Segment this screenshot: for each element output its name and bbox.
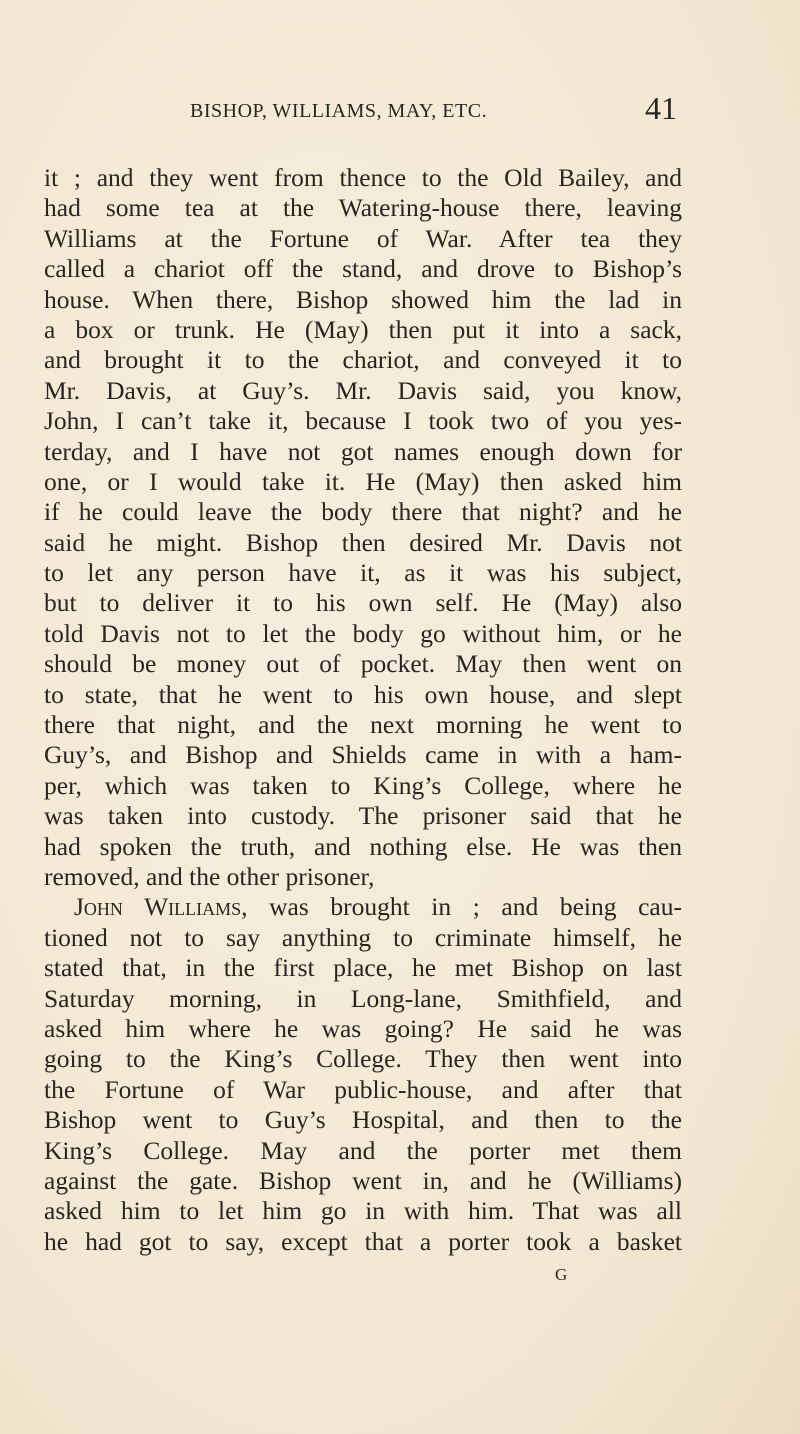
text-line: John, I can’t take it, because I took two of you yes-: [44, 406, 682, 436]
text-line: per, which was taken to King’s College, where he: [44, 770, 682, 800]
text-line: Saturday morning, in Long-lane, Smithfield, and: [44, 983, 682, 1013]
text-line: had some tea at the Watering-house there, leaving: [44, 193, 682, 223]
text-line: one, or I would take it. He (May) then asked him: [44, 466, 682, 496]
text-line: tioned not to say anything to criminate himself, he: [44, 922, 682, 952]
text-line: called a chariot off the stand, and drove to Bishop’s: [44, 254, 682, 284]
text-line: going to the King’s College. They then went into: [44, 1044, 682, 1074]
text-line: Bishop went to Guy’s Hospital, and then to the: [44, 1105, 682, 1135]
text-line: Mr. Davis, at Guy’s. Mr. Davis said, you know,: [44, 375, 682, 405]
text-line: Guy’s, and Bishop and Shields came in with a ham-: [44, 740, 682, 770]
text-line: had spoken the truth, and nothing else. He was then: [44, 831, 682, 861]
running-title: BISHOP, WILLIAMS, MAY, ETC.: [190, 100, 488, 122]
text-line: if he could leave the body there that night? and he: [44, 497, 682, 527]
body-text: [44, 163, 682, 1257]
text-line: said he might. Bishop then desired Mr. Davis not: [44, 527, 682, 557]
text-line: stated that, in the first place, he met Bishop on last: [44, 953, 682, 983]
text-line: terday, and I have not got names enough down for: [44, 436, 682, 466]
text-line: asked him where he was going? He said he was: [44, 1013, 682, 1043]
text-line: he had got to say, except that a porter took a basket: [44, 1226, 682, 1256]
signature-mark: G: [555, 1265, 568, 1284]
text-line: and brought it to the chariot, and conveyed it to: [44, 345, 682, 375]
text-line: was taken into custody. The prisoner said that he: [44, 801, 682, 831]
text-line: Williams at the Fortune of War. After tea they: [44, 223, 682, 253]
text-line: a box or trunk. He (May) then put it into a sack,: [44, 314, 682, 344]
text-line: against the gate. Bishop went in, and he (Williams): [44, 1165, 682, 1195]
text-line: the Fortune of War public-house, and after that: [44, 1074, 682, 1104]
text-line: to let any person have it, as it was his subject,: [44, 558, 682, 588]
text-line: asked him to let him go in with him. That was all: [44, 1196, 682, 1226]
page-number: 41: [645, 90, 677, 126]
text-line: it ; and they went from thence to the Old Bailey, and: [44, 163, 682, 192]
text-line: but to deliver it to his own self. He (May) also: [44, 588, 682, 618]
text-line: there that night, and the next morning he went to: [44, 710, 682, 740]
text-line: should be money out of pocket. May then went on: [44, 649, 682, 679]
text-span: , was brought in ; and being cau-: [241, 892, 682, 922]
text-line: [44, 892, 682, 922]
text-line: house. When there, Bishop showed him the lad in: [44, 284, 682, 314]
text-line: told Davis not to let the body go without him, or he: [44, 618, 682, 648]
text-line: to state, that he went to his own house, and slept: [44, 679, 682, 709]
speaker-name: John Williams: [74, 892, 242, 922]
text-line: King’s College. May and the porter met them: [44, 1135, 682, 1165]
text-line: removed, and the other prisoner,: [44, 861, 375, 891]
